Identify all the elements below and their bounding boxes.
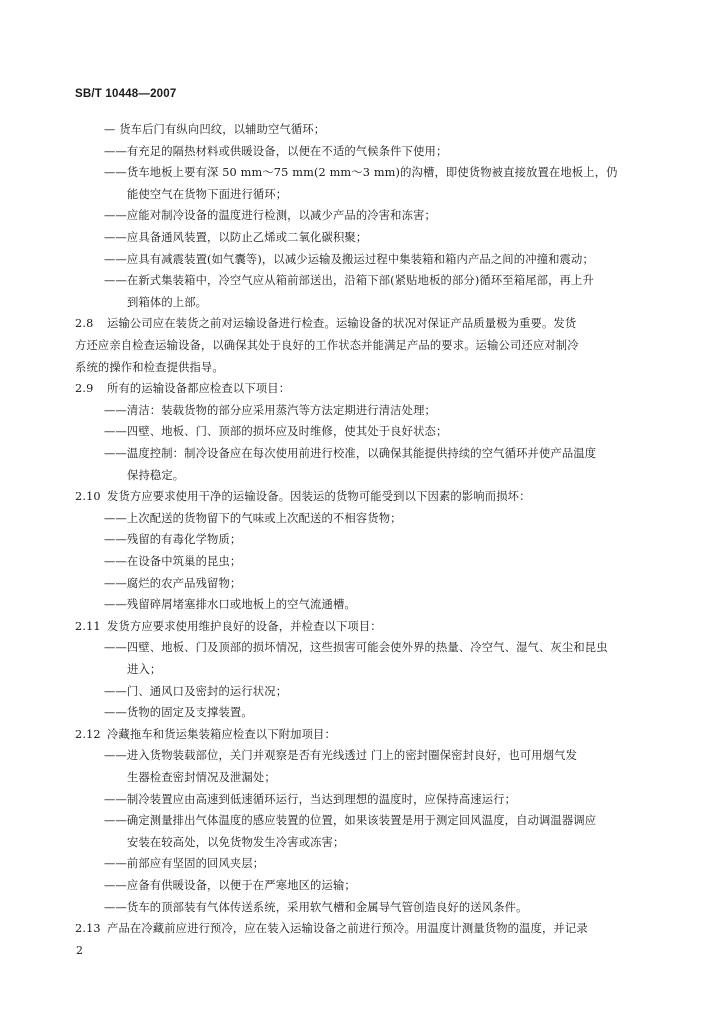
- clause-line: [75, 381, 290, 396]
- clause-line: [75, 489, 531, 504]
- text-line: [104, 792, 516, 807]
- clause-number: 2.9: [75, 382, 94, 396]
- line-text: ——门、通风口及密封的运行状况；: [104, 684, 288, 698]
- line-text: — 货车后门有纵向凹纹，以辅助空气循环；: [104, 123, 326, 136]
- line-text: ——货车的顶部装有气体传送系统，采用软气槽和金属导气管创造良好的送风条件。: [104, 900, 528, 914]
- text-line: [75, 360, 224, 375]
- text-line: [104, 748, 577, 763]
- text-line: [104, 878, 356, 893]
- line-text: 保持稳定。: [127, 468, 185, 482]
- text-line: [104, 511, 402, 526]
- text-line: [104, 144, 447, 159]
- clause-line: [75, 727, 336, 742]
- line-text: ——四壁、地板、门及顶部的损坏情况，这些损害可能会使外界的热量、冷空气、湿气、灰尘和昆虫: [104, 641, 608, 655]
- line-text: 发货方应要求使用干净的运输设备。因装运的货物可能受到以下因素的影响而损坏：: [107, 490, 531, 504]
- text-line: [104, 165, 618, 180]
- line-text: ——进入货物装载部位，关门并观察是否有光线透过 门上的密封圈保密封良好，也可用烟气发: [104, 749, 578, 763]
- text-line: [104, 403, 436, 418]
- line-text: ——温度控制：制冷设备应在每次使用前进行校准，以确保其能提供持续的空气循环并使产品温度: [104, 447, 597, 460]
- line-text: ——应具备通风装置，以防止乙烯或二氧化碳积聚；: [104, 231, 368, 244]
- text-line: [104, 252, 594, 267]
- text-line: [104, 554, 241, 569]
- line-text: ——四壁、地板、门、顶部的损坏应及时维修，使其处于良好状态；: [104, 425, 448, 439]
- text-line: [127, 770, 276, 785]
- text-line: [75, 338, 579, 353]
- clause-number: 2.13: [75, 922, 101, 936]
- line-text: ——上次配送的货物留下的气味或上次配送的不相容货物；: [104, 511, 402, 525]
- line-text: ——清洁：装载货物的部分应采用蒸汽等方法定期进行清洁处理；: [104, 403, 436, 417]
- text-line: [104, 532, 241, 547]
- line-text: 所有的运输设备都应检查以下项目：: [107, 382, 291, 396]
- text-line: [104, 684, 287, 699]
- line-text: 方还应亲自检查运输设备，以确保其处于良好的工作状态并能满足产品的要求。运输公司还应对制冷: [75, 339, 579, 352]
- text-line: [104, 813, 596, 828]
- clause-line: [75, 316, 576, 331]
- text-line: [127, 662, 161, 677]
- line-text: ——应具有减震装置(如气囊等)，以减少运输及搬运过程中集装箱和箱内产品之间的冲撞和震动；: [104, 252, 594, 266]
- text-line: [104, 122, 325, 137]
- clause-number: 2.11: [75, 619, 101, 633]
- text-line: [104, 640, 608, 655]
- clause-line: [75, 921, 588, 936]
- text-line: [127, 468, 184, 483]
- line-text: 产品在冷藏前应进行预冷，应在装入运输设备之前进行预冷。用温度计测量货物的温度，并记录: [107, 922, 588, 936]
- text-line: [104, 208, 436, 223]
- line-text: ——在设备中筑巢的昆虫；: [104, 555, 242, 568]
- text-line: [104, 273, 594, 288]
- clause-number: 2.8: [75, 317, 94, 331]
- text-line: [104, 230, 367, 245]
- clause-number: 2.10: [75, 490, 101, 504]
- line-text: ——货车地板上要有深 50 mm～75 mm(2 mm～3 mm)的沟槽，即使货物被直接放置在地板上，仍: [104, 166, 618, 180]
- line-text: ——腐烂的农产品残留物；: [104, 576, 242, 590]
- line-text: ——应备有供暖设备，以便于在严寒地区的运输；: [104, 879, 356, 892]
- text-line: [104, 900, 528, 915]
- page-number: 2: [76, 944, 83, 957]
- clause-number: 2.12: [75, 727, 101, 741]
- text-line: [104, 446, 596, 461]
- line-text: 能使空气在货物下面进行循环；: [127, 187, 288, 201]
- clause-line: [75, 619, 382, 634]
- text-line: [127, 187, 287, 202]
- line-text: ——有充足的隔热材料或供暖设备，以便在不适的气候条件下使用；: [104, 144, 448, 158]
- line-text: ——残留的有毒化学物质；: [104, 533, 242, 547]
- text-line: [104, 705, 253, 720]
- text-line: [104, 597, 356, 612]
- line-text: ——在新式集装箱中，冷空气应从箱前部送出，沿箱下部(紧贴地板的部分)循环至箱尾部，再上升: [104, 274, 594, 288]
- line-text: 生器检查密封情况及泄漏处；: [127, 771, 276, 784]
- line-text: 系统的操作和检查提供指导。: [75, 360, 224, 374]
- text-line: [104, 856, 264, 871]
- standard-code: SB/T 10448—2007: [75, 88, 177, 100]
- line-text: 进入；: [127, 663, 162, 676]
- text-line: [127, 295, 207, 310]
- line-text: 运输公司应在装货之前对运输设备进行检查。运输设备的状况对保证产品质量极为重要。发货: [107, 317, 577, 331]
- line-text: ——应能对制冷设备的温度进行检测，以减少产品的冷害和冻害；: [104, 209, 436, 223]
- line-text: ——制冷装置应由高速到低速循环运行，当达到理想的温度时，应保持高速运行；: [104, 792, 517, 806]
- text-line: [104, 576, 241, 591]
- text-line: [127, 835, 345, 850]
- line-text: ——残留碎屑堵塞排水口或地板上的空气流通槽。: [104, 598, 356, 612]
- text-line: [104, 424, 447, 439]
- line-text: ——确定测量排出气体温度的感应装置的位置，如果该装置是用于测定回风温度，自动调温器调应: [104, 814, 597, 828]
- line-text: 安装在较高处，以免货物发生冷害或冻害；: [127, 835, 345, 849]
- line-text: ——前部应有坚固的回风夹层；: [104, 857, 265, 871]
- line-text: 冷藏拖车和货运集装箱应检查以下附加项目：: [107, 727, 336, 741]
- line-text: 发货方应要求使用维护良好的设备，并检查以下项目：: [107, 619, 382, 633]
- line-text: ——货物的固定及支撑装置。: [104, 706, 253, 720]
- line-text: 到箱体的上部。: [127, 295, 208, 309]
